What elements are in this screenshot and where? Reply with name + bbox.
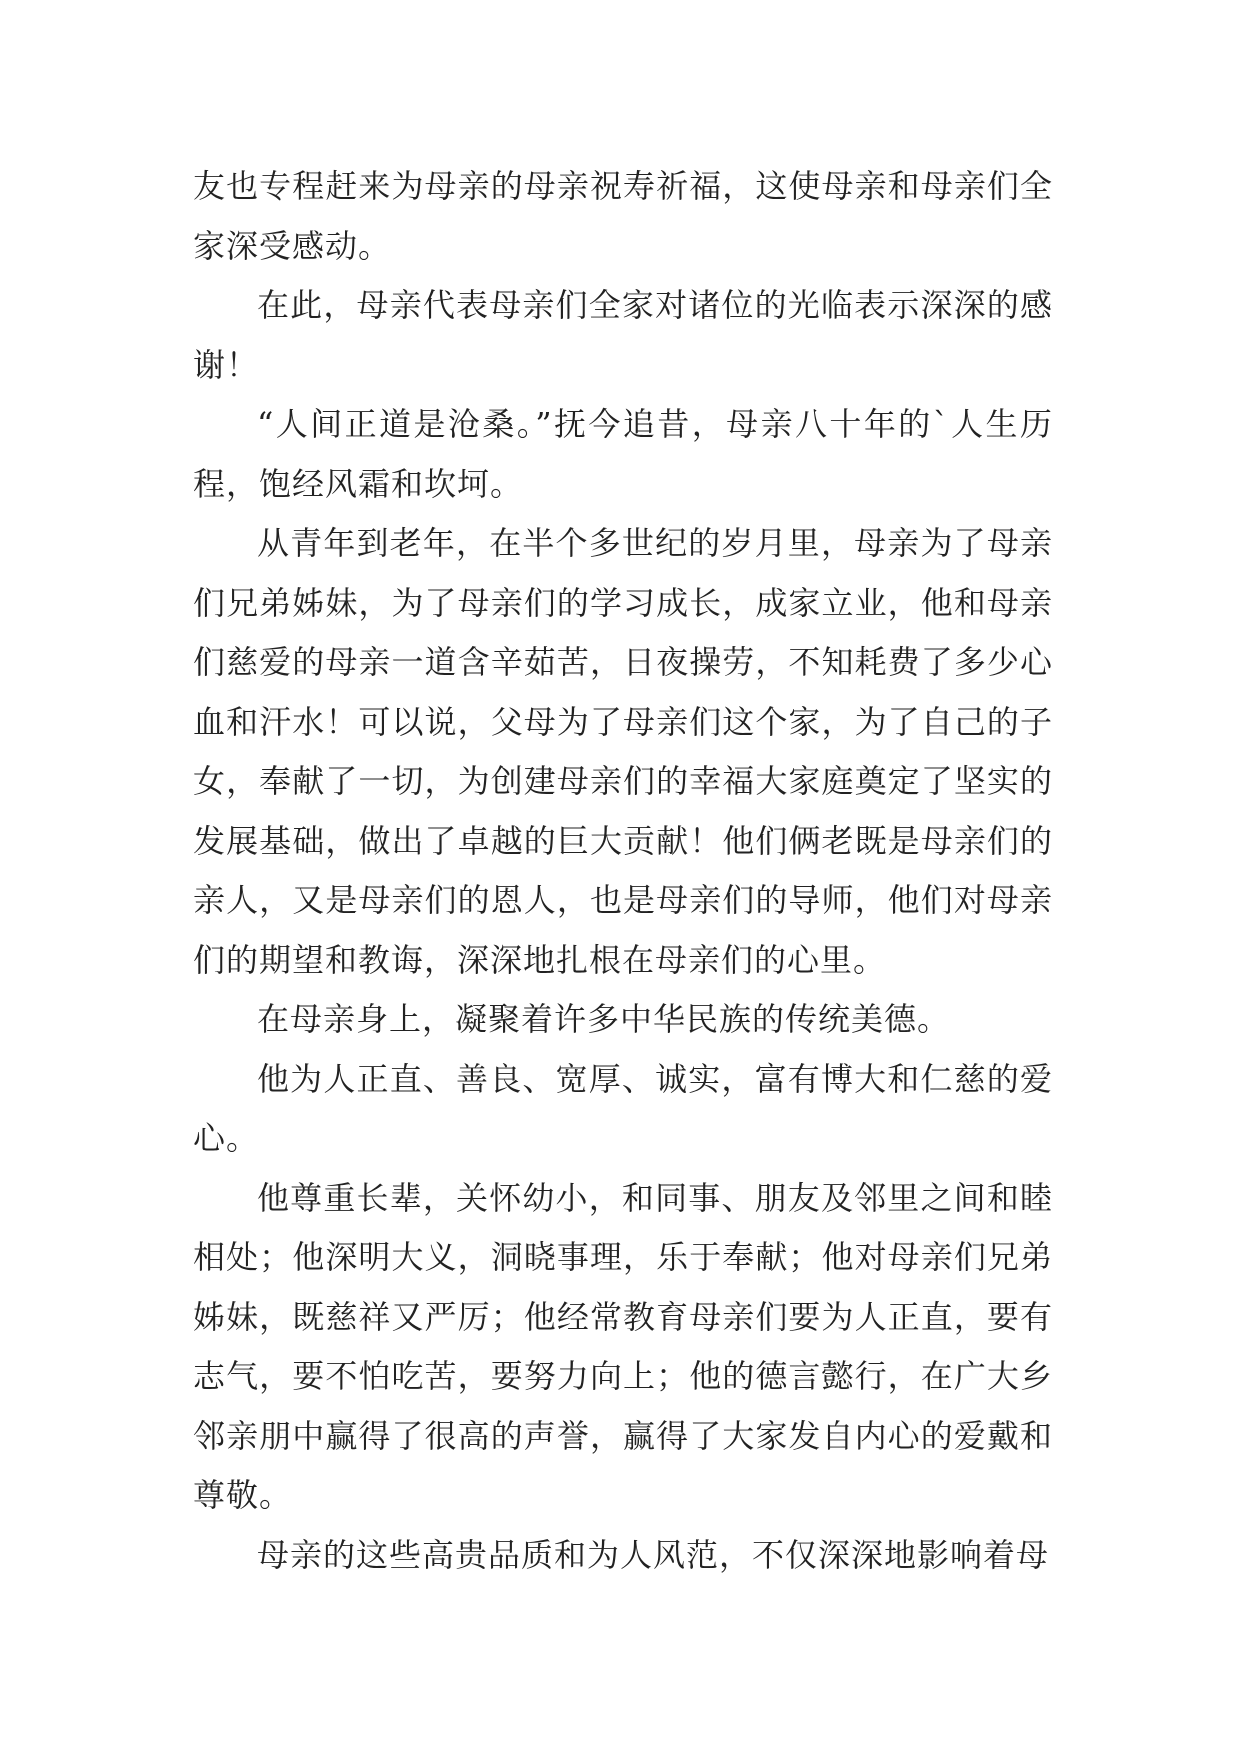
paragraph-5: 在母亲身上，凝聚着许多中华民族的传统美德。 <box>257 1000 951 1038</box>
paragraph-8: 母亲的这些高贵品质和为人风范，不仅深深地影响着母 <box>257 1535 1050 1574</box>
paragraph-7: 他尊重长辈，关怀幼小，和同事、朋友及邻里之间和睦相处；他深明大义，洞晓事理，乐于奉献；他对母亲们兄弟姊妹，既慈祥又严厉；他经常教育母亲们要为人正直，要有志气，要不怕吃苦，要努力向上；他的德言懿行，在广大乡邻亲朋中赢得了很高的声誉，赢得了大家发自内心的爱戴和尊敬。 <box>193 1178 1053 1514</box>
paragraph-3: “人间正道是沧桑。”抚今追昔，母亲八十年的`人生历程，饱经风霜和坎坷。 <box>193 405 1053 503</box>
paragraph-2: 在此，母亲代表母亲们全家对诸位的光临表示深深的感谢！ <box>193 286 1053 384</box>
paragraph-4: 从青年到老年，在半个多世纪的岁月里，母亲为了母亲们兄弟姊妹，为了母亲们的学习成长，成家立业，他和母亲们慈爱的母亲一道含辛茹苦，日夜操劳，不知耗费了多少心血和汗水！可以说，父母为了母亲们这个家，为了自己的子女，奉献了一切，为创建母亲们的幸福大家庭奠定了坚实的发展基础，做出了卓越的巨大贡献！他们俩老既是母亲们的亲人，又是母亲们的恩人，也是母亲们的导师，他们对母亲们的期望和教诲，深深地扎根在母亲们的心里。 <box>193 524 1053 979</box>
paragraph-1: 友也专程赶来为母亲的母亲祝寿祈福，这使母亲和母亲们全家深受感动。 <box>193 167 1053 265</box>
document-body <box>193 157 1053 1585</box>
paragraph-6: 他为人正直、善良、宽厚、诚实，富有博大和仁慈的爱心。 <box>193 1059 1053 1157</box>
